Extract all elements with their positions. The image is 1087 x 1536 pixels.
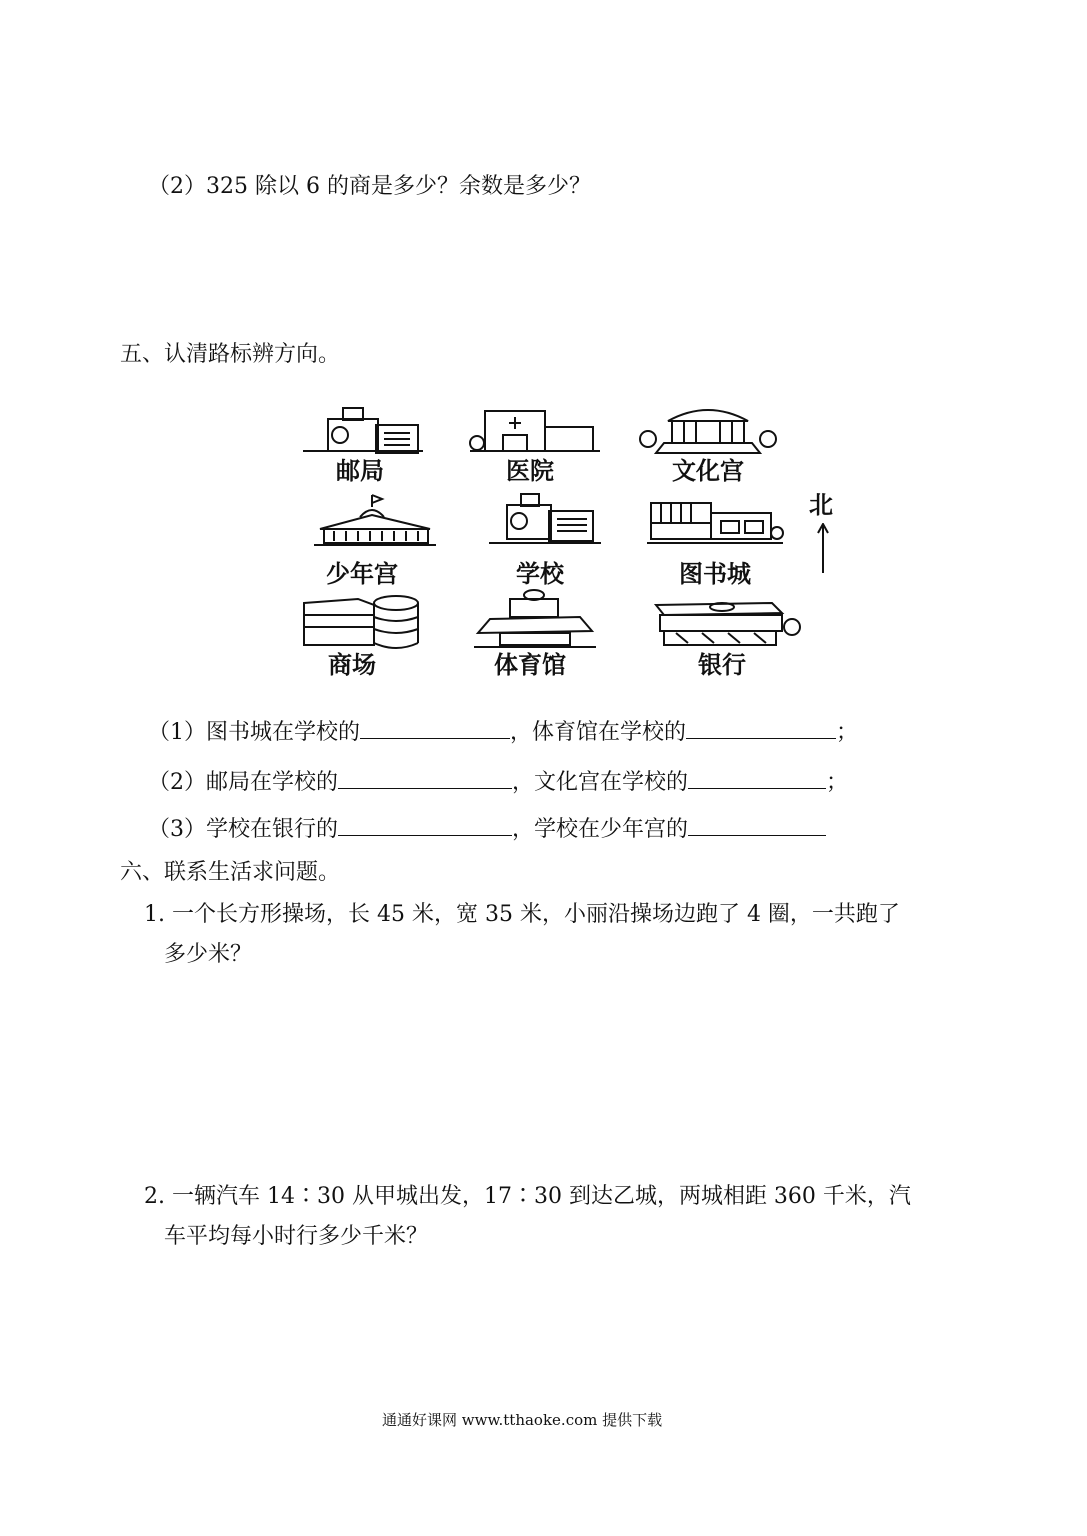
label-youth-palace: 少年宫 (326, 560, 398, 588)
question-5-3: （3）学校在银行的 ，学校在少年宫的 (148, 815, 826, 845)
problem-2-line-1: 2. 一辆汽车 14∶30 从甲城出发，17∶30 到达乙城，两城相距 360 千米，汽 (144, 1184, 911, 1209)
school-building-icon (485, 491, 605, 551)
answer-blank[interactable] (338, 768, 512, 789)
question-4-2: （2）325 除以 6 的商是多少？余数是多少？ (148, 174, 591, 199)
footer-text: 通通好课网 www.tthaoke.com 提供下载 (382, 1411, 663, 1429)
hospital-building-icon (465, 405, 605, 457)
section-5-heading: 五、认清路标辨方向。 (120, 342, 341, 367)
bank-building-icon (642, 595, 812, 651)
question-5-1: （1）图书城在学校的 ，体育馆在学校的 ； (148, 720, 859, 745)
label-bank: 银行 (698, 651, 746, 679)
north-label: 北 (809, 491, 833, 519)
answer-blank[interactable] (360, 718, 510, 739)
answer-blank[interactable] (688, 815, 826, 836)
post-office-building-icon (298, 405, 428, 457)
problem-1-line-1: 1. 一个长方形操场，长 45 米，宽 35 米，小丽沿操场边跑了 4 圈，一共跑了 (144, 902, 900, 927)
label-mall: 商场 (328, 651, 376, 679)
north-arrow-icon (817, 523, 829, 575)
problem-2-line-2: 车平均每小时行多少千米？ (164, 1224, 429, 1249)
gymnasium-building-icon (470, 587, 600, 651)
answer-blank[interactable] (686, 718, 836, 739)
answer-blank[interactable] (338, 815, 512, 836)
question-5-2: （2）邮局在学校的 ，文化宫在学校的 ； (148, 770, 849, 795)
label-school: 学校 (516, 560, 564, 588)
youth-palace-building-icon (310, 493, 440, 549)
direction-map (290, 395, 850, 690)
book-city-building-icon (645, 499, 785, 549)
label-gymnasium: 体育馆 (494, 651, 566, 679)
section-6-heading: 六、联系生活求问题。 (120, 860, 341, 885)
answer-blank[interactable] (688, 768, 826, 789)
mall-building-icon (298, 593, 428, 651)
label-post-office: 邮局 (336, 457, 384, 485)
label-culture-palace: 文化宫 (672, 457, 744, 485)
label-book-city: 图书城 (679, 560, 751, 588)
label-hospital: 医院 (506, 457, 554, 485)
problem-1-line-2: 多少米？ (164, 942, 253, 967)
culture-palace-building-icon (638, 401, 778, 457)
